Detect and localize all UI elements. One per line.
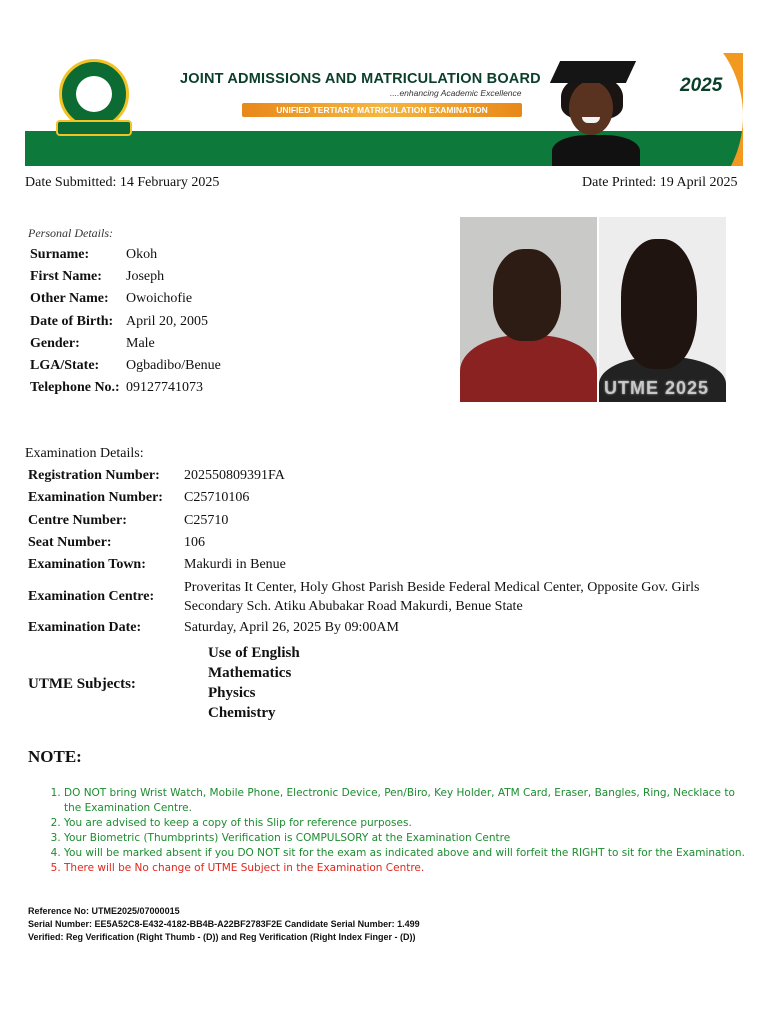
exam-date-label: Examination Date: bbox=[28, 620, 142, 635]
date-printed: Date Printed: 19 April 2025 bbox=[582, 175, 738, 190]
subject-item: Physics bbox=[208, 685, 256, 701]
photo2-face bbox=[621, 239, 697, 369]
centre-number-label: Centre Number: bbox=[28, 513, 127, 528]
exam-number-label: Examination Number: bbox=[28, 490, 163, 505]
exam-photo bbox=[599, 217, 726, 402]
reference-number: Reference No: UTME2025/07000015 bbox=[28, 906, 180, 916]
first-name-value: Joseph bbox=[126, 269, 165, 284]
exam-number-value: C25710106 bbox=[184, 490, 250, 505]
note-item: 4. You will be marked absent if you DO NOT sit for the exam as indicated above and will forfeit the RIGHT to sit for the Examination. bbox=[64, 846, 754, 861]
note-item: 2. You are advised to keep a copy of this Slip for reference purposes. bbox=[64, 816, 754, 831]
photo-shirt bbox=[460, 335, 597, 402]
gender-value: Male bbox=[126, 336, 155, 351]
serial-number: Serial Number: EE5A52C8-E432-4182-BB4B-A22BF2783F2E Candidate Serial Number: 1.499 bbox=[28, 919, 420, 929]
exam-town-value: Makurdi in Benue bbox=[184, 557, 286, 572]
banner-year: 2025 bbox=[680, 75, 723, 96]
subject-item: Use of English bbox=[208, 645, 300, 661]
surname-value: Okoh bbox=[126, 247, 158, 262]
date-submitted: Date Submitted: 14 February 2025 bbox=[25, 175, 220, 190]
surname-label: Surname: bbox=[30, 247, 90, 262]
graduate-illustration bbox=[547, 61, 642, 166]
exam-town-label: Examination Town: bbox=[28, 557, 146, 572]
photo-face bbox=[493, 249, 561, 341]
jamb-logo bbox=[59, 59, 129, 129]
utme-title-bar: UNIFIED TERTIARY MATRICULATION EXAMINATION bbox=[242, 103, 522, 117]
jamb-logo-center bbox=[76, 76, 112, 112]
note-item: 1. DO NOT bring Wrist Watch, Mobile Phone, Electronic Device, Pen/Biro, Key Holder, ATM Card, Eraser, Bangles, Ring, Necklace to the Examination Centre. bbox=[64, 786, 754, 815]
note-item-warning: 5. There will be No change of UTME Subject in the Examination Centre. bbox=[64, 861, 754, 876]
lga-state-label: LGA/State: bbox=[30, 358, 100, 373]
exam-details-caption: Examination Details: bbox=[25, 446, 144, 461]
seat-number-value: 106 bbox=[184, 535, 205, 550]
gender-label: Gender: bbox=[30, 336, 80, 351]
lga-state-value: Ogbadibo/Benue bbox=[126, 358, 221, 373]
first-name-label: First Name: bbox=[30, 269, 102, 284]
other-name-value: Owoichofie bbox=[126, 291, 193, 306]
seat-number-label: Seat Number: bbox=[28, 535, 112, 550]
graduation-cap-icon bbox=[550, 61, 636, 83]
dob-label: Date of Birth: bbox=[30, 314, 114, 329]
utme-subjects-label: UTME Subjects: bbox=[28, 676, 136, 692]
personal-details-caption: Personal Details: bbox=[28, 226, 113, 240]
verification-info: Verified: Reg Verification (Right Thumb - (D)) and Reg Verification (Right Index Finger - (D)) bbox=[28, 932, 416, 942]
dob-value: April 20, 2005 bbox=[126, 314, 209, 329]
note-list bbox=[28, 786, 754, 876]
jamb-banner bbox=[25, 53, 743, 166]
registration-photo bbox=[460, 217, 597, 402]
telephone-label: Telephone No.: bbox=[30, 380, 120, 395]
other-name-label: Other Name: bbox=[30, 291, 109, 306]
subject-item: Chemistry bbox=[208, 705, 276, 721]
reg-number-value: 202550809391FA bbox=[184, 468, 285, 483]
jamb-logo-ribbon bbox=[56, 120, 132, 136]
exam-centre-label: Examination Centre: bbox=[28, 589, 155, 604]
note-title: NOTE: bbox=[28, 747, 82, 766]
board-title: JOINT ADMISSIONS AND MATRICULATION BOARD bbox=[180, 71, 541, 87]
note-item: 3. Your Biometric (Thumbprints) Verification is COMPULSORY at the Examination Centre bbox=[64, 831, 754, 846]
subject-item: Mathematics bbox=[208, 665, 292, 681]
graduate-face bbox=[569, 81, 613, 135]
reg-number-label: Registration Number: bbox=[28, 468, 160, 483]
centre-number-value: C25710 bbox=[184, 513, 229, 528]
exam-date-value: Saturday, April 26, 2025 By 09:00AM bbox=[184, 620, 399, 635]
telephone-value: 09127741073 bbox=[126, 380, 203, 395]
slip-title: Main Examination Slip bbox=[278, 133, 448, 150]
exam-centre-value: Proveritas It Center, Holy Ghost Parish Beside Federal Medical Center, Opposite Gov. Girls Secondary Sch. Atiku Abubakar Road Makurdi, Benue State bbox=[184, 580, 700, 614]
graduate-gown bbox=[552, 135, 640, 166]
utme-watermark: UTME 2025 bbox=[604, 378, 710, 398]
board-motto: ....enhancing Academic Excellence bbox=[390, 88, 522, 98]
